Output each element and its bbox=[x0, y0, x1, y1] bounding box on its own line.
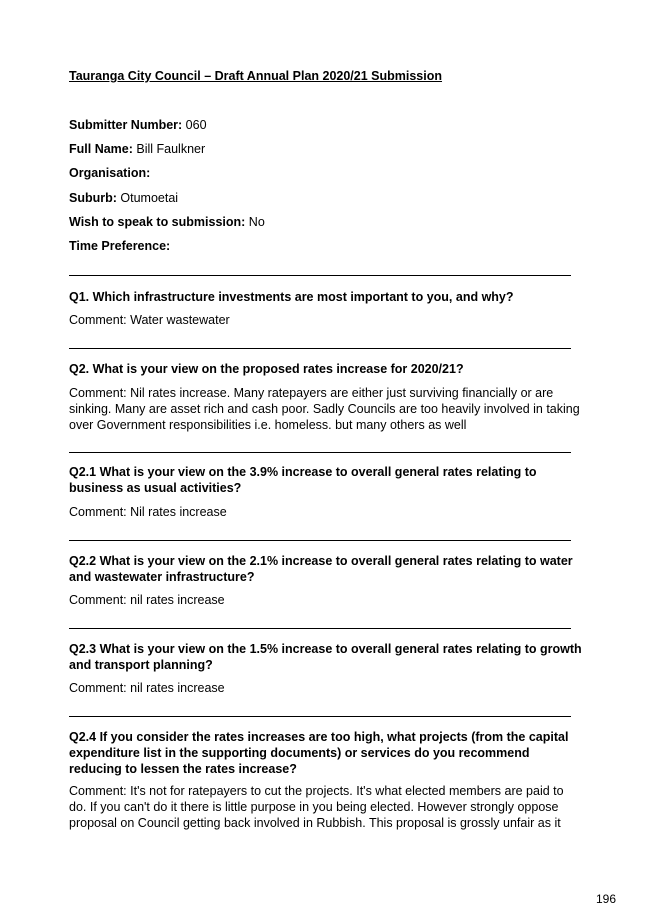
field-label: Submitter Number: bbox=[69, 118, 183, 132]
field-value: 060 bbox=[182, 118, 207, 132]
section-divider bbox=[69, 628, 571, 629]
question-q1: Q1. Which infrastructure investments are most important to you, and why? bbox=[69, 290, 514, 304]
field-time-preference bbox=[69, 239, 170, 253]
question-q2: Q2. What is your view on the proposed rates increase for 2020/21? bbox=[69, 362, 464, 376]
comment-q2: Comment: Nil rates increase. Many ratepayers are either just surviving financially or are sinking. Many are asset rich and cash poor. Sadly Councils are too heavily involved in taking over Government responsibilities i.e. homeless. but many others as well bbox=[69, 386, 580, 432]
question-q2-4: Q2.4 If you consider the rates increases are too high, what projects (from the capital expenditure list in the supporting documents) or services do you recommend reducing to lessen the rates increase? bbox=[69, 730, 569, 776]
field-label: Wish to speak to submission: bbox=[69, 215, 246, 229]
field-organisation bbox=[69, 166, 150, 180]
field-wish-to-speak bbox=[69, 215, 265, 229]
comment-q2-2: Comment: nil rates increase bbox=[69, 593, 225, 607]
field-label: Suburb: bbox=[69, 191, 117, 205]
page-number: 196 bbox=[596, 892, 617, 906]
field-value: Otumoetai bbox=[116, 191, 179, 205]
comment-q1: Comment: Water wastewater bbox=[69, 313, 230, 327]
field-value: Bill Faulkner bbox=[132, 142, 206, 156]
field-label: Full Name: bbox=[69, 142, 133, 156]
field-value: No bbox=[245, 215, 265, 229]
question-q2-1: Q2.1 What is your view on the 3.9% increase to overall general rates relating to business as usual activities? bbox=[69, 465, 537, 495]
field-suburb bbox=[69, 191, 178, 205]
section-divider bbox=[69, 348, 571, 349]
question-q2-3: Q2.3 What is your view on the 1.5% increase to overall general rates relating to growth and transport planning? bbox=[69, 642, 582, 672]
section-divider bbox=[69, 452, 571, 453]
section-divider bbox=[69, 540, 571, 541]
section-divider bbox=[69, 275, 571, 276]
field-submitter-number bbox=[69, 118, 207, 132]
comment-q2-4: Comment: It's not for ratepayers to cut the projects. It's what elected members are paid to do. If you can't do it there is little purpose in you being elected. However strongly oppose proposal on Council getting back involved in Rubbish. This proposal is grossly unfair as it bbox=[69, 784, 564, 830]
section-divider bbox=[69, 716, 571, 717]
field-label: Time Preference: bbox=[69, 239, 171, 253]
document-title: Tauranga City Council – Draft Annual Plan 2020/21 Submission bbox=[69, 69, 443, 83]
field-label: Organisation: bbox=[69, 166, 151, 180]
field-full-name bbox=[69, 142, 205, 156]
comment-q2-3: Comment: nil rates increase bbox=[69, 681, 225, 695]
comment-q2-1: Comment: Nil rates increase bbox=[69, 505, 227, 519]
question-q2-2: Q2.2 What is your view on the 2.1% increase to overall general rates relating to water and wastewater infrastructure? bbox=[69, 554, 573, 584]
